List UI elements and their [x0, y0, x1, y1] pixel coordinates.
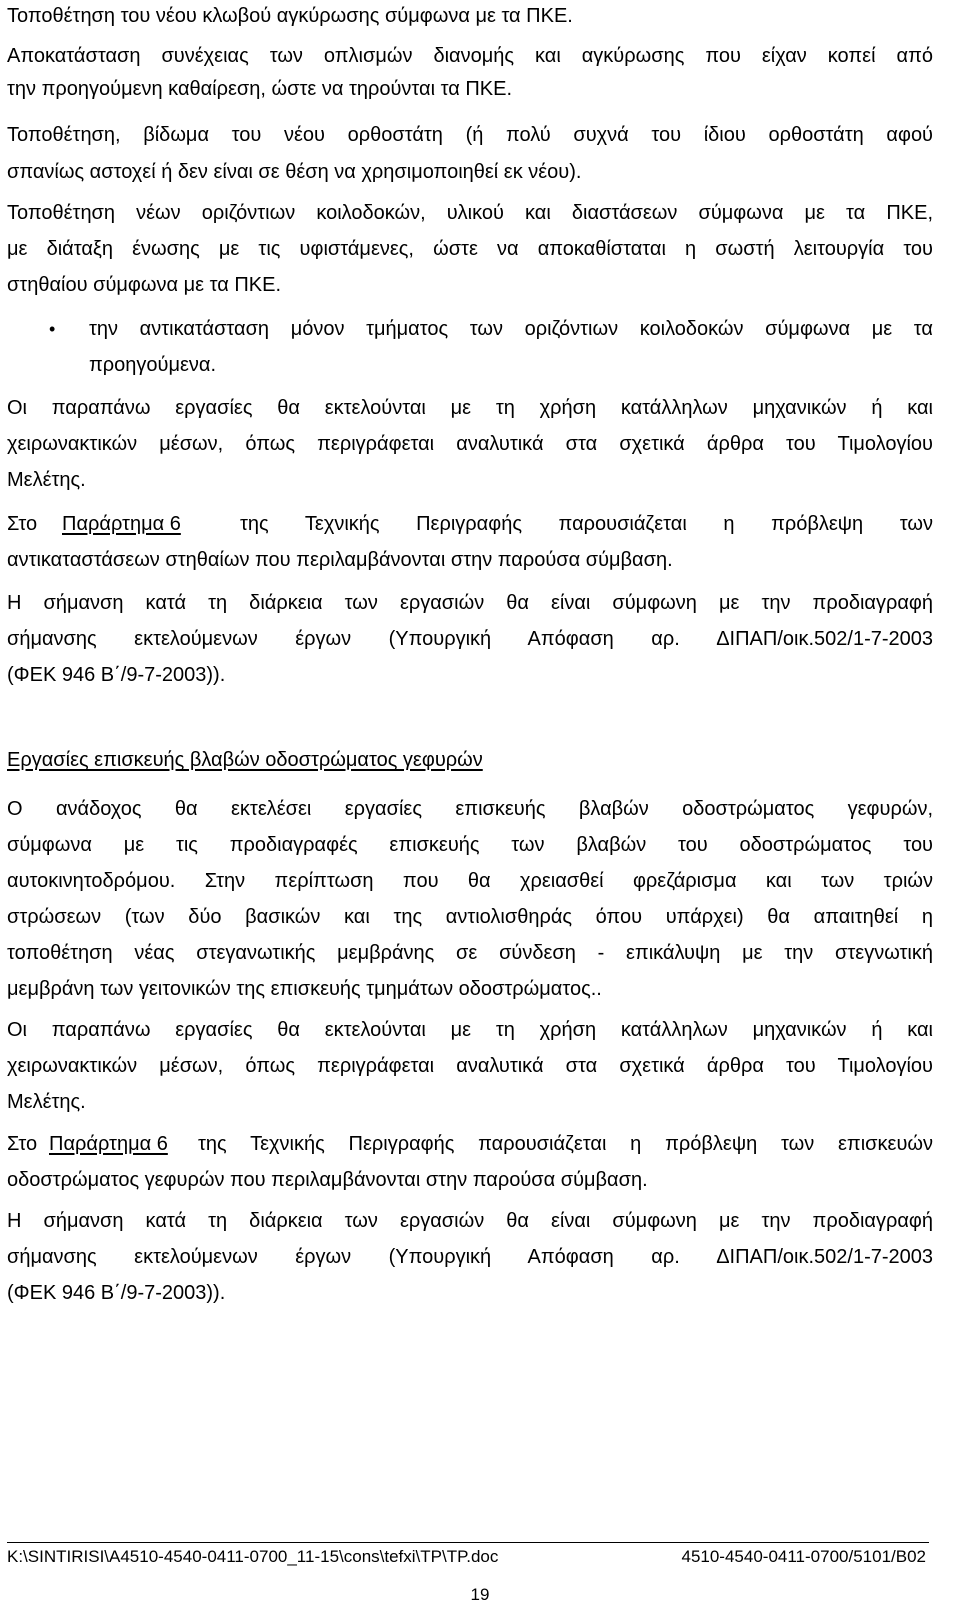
- text-line: (ΦΕΚ 946 Β΄/9-7-2003)).: [7, 664, 226, 686]
- bullet-item-text: προηγούμενα.: [89, 354, 217, 376]
- text-line: αυτοκινητοδρόμου. Στην περίπτωση που θα χρειασθεί φρεζάρισμα και των τριών: [7, 870, 933, 892]
- text-segment: Στο: [7, 1133, 38, 1155]
- page-number: 19: [470, 1585, 490, 1604]
- text-line: την προηγούμενη καθαίρεση, ώστε να τηρούνται τα ΠΚΕ.: [7, 78, 513, 100]
- text-line: σήμανσης εκτελούμενων έργων (Υπουργική Απόφαση αρ. ΔΙΠΑΠ/οικ.502/1-7-2003: [7, 628, 933, 650]
- text-line: μεμβράνη των γειτονικών της επισκευής τμημάτων οδοστρώματος..: [7, 978, 602, 1000]
- annex-link[interactable]: Παράρτημα 6: [49, 1133, 168, 1155]
- text-segment: της Τεχνικής Περιγραφής παρουσιάζεται η πρόβλεψη των επισκευών: [198, 1133, 933, 1155]
- text-line: Η σήμανση κατά τη διάρκεια των εργασιών θα είναι σύμφωνη με την προδιαγραφή: [7, 1210, 933, 1232]
- text-line: με διάταξη ένωσης με τις υφιστάμενες, ώστε να αποκαθίσταται η σωστή λειτουργία του: [7, 238, 933, 260]
- text-line: αντικαταστάσεων στηθαίων που περιλαμβάνονται στην παρούσα σύμβαση.: [7, 549, 673, 571]
- bullet-item-text: την αντικατάσταση μόνον τμήματος των οριζόντιων κοιλοδοκών σύμφωνα με τα: [89, 318, 933, 340]
- footer-file-path: K:\SINTIRISI\A4510-4540-0411-0700_11-15\cons\tefxi\TP\TP.doc: [7, 1547, 499, 1566]
- text-segment: της Τεχνικής Περιγραφής παρουσιάζεται η πρόβλεψη των: [240, 513, 933, 535]
- text-line: Μελέτης.: [7, 469, 86, 491]
- text-segment: Στο: [7, 513, 38, 535]
- annex-link[interactable]: Παράρτημα 6: [62, 513, 181, 535]
- text-line: Ο ανάδοχος θα εκτελέσει εργασίες επισκευής βλαβών οδοστρώματος γεφυρών,: [7, 798, 933, 820]
- text-line: χειρωνακτικών μέσων, όπως περιγράφεται αναλυτικά στα σχετικά άρθρα του Τιμολογίου: [7, 1055, 933, 1077]
- footer-divider: [7, 1542, 929, 1543]
- text-line: (ΦΕΚ 946 Β΄/9-7-2003)).: [7, 1282, 226, 1304]
- text-line: Τοποθέτηση, βίδωμα του νέου ορθοστάτη (ή πολύ συχνά του ίδιου ορθοστάτη αφού: [7, 124, 933, 146]
- text-line: χειρωνακτικών μέσων, όπως περιγράφεται αναλυτικά στα σχετικά άρθρα του Τιμολογίου: [7, 433, 933, 455]
- text-line: Οι παραπάνω εργασίες θα εκτελούνται με τη χρήση κατάλληλων μηχανικών ή και: [7, 397, 933, 419]
- text-line: στηθαίου σύμφωνα με τα ΠΚΕ.: [7, 274, 282, 296]
- text-line: οδοστρώματος γεφυρών που περιλαμβάνονται στην παρούσα σύμβαση.: [7, 1169, 648, 1191]
- text-line: στρώσεων (των δύο βασικών και της αντιολισθηράς όπου υπάρχει) θα απαιτηθεί η: [7, 906, 933, 928]
- footer-document-code: 4510-4540-0411-0700/5101/B02: [681, 1547, 926, 1566]
- text-line: σπανίως αστοχεί ή δεν είναι σε θέση να χρησιμοποιηθεί εκ νέου).: [7, 161, 582, 183]
- text-line: Οι παραπάνω εργασίες θα εκτελούνται με τη χρήση κατάλληλων μηχανικών ή και: [7, 1019, 933, 1041]
- text-line: Τοποθέτηση του νέου κλωβού αγκύρωσης σύμφωνα με τα ΠΚΕ.: [7, 5, 573, 27]
- text-line: τοποθέτηση νέας στεγανωτικής μεμβράνης σε σύνδεση - επικάλυψη με την στεγνωτική: [7, 942, 933, 964]
- bullet-icon: •: [49, 319, 56, 339]
- text-line: Η σήμανση κατά τη διάρκεια των εργασιών θα είναι σύμφωνη με την προδιαγραφή: [7, 592, 933, 614]
- text-line: Μελέτης.: [7, 1091, 86, 1113]
- text-line: σήμανσης εκτελούμενων έργων (Υπουργική Απόφαση αρ. ΔΙΠΑΠ/οικ.502/1-7-2003: [7, 1246, 933, 1268]
- text-line: Τοποθέτηση νέων οριζόντιων κοιλοδοκών, υλικού και διαστάσεων σύμφωνα με τα ΠΚΕ,: [7, 202, 933, 224]
- section-heading: Εργασίες επισκευής βλαβών οδοστρώματος γεφυρών: [7, 749, 483, 771]
- text-line: Αποκατάσταση συνέχειας των οπλισμών διανομής και αγκύρωσης που είχαν κοπεί από: [7, 45, 933, 67]
- text-line: σύμφωνα με τις προδιαγραφές επισκευής των βλαβών του οδοστρώματος του: [7, 834, 933, 856]
